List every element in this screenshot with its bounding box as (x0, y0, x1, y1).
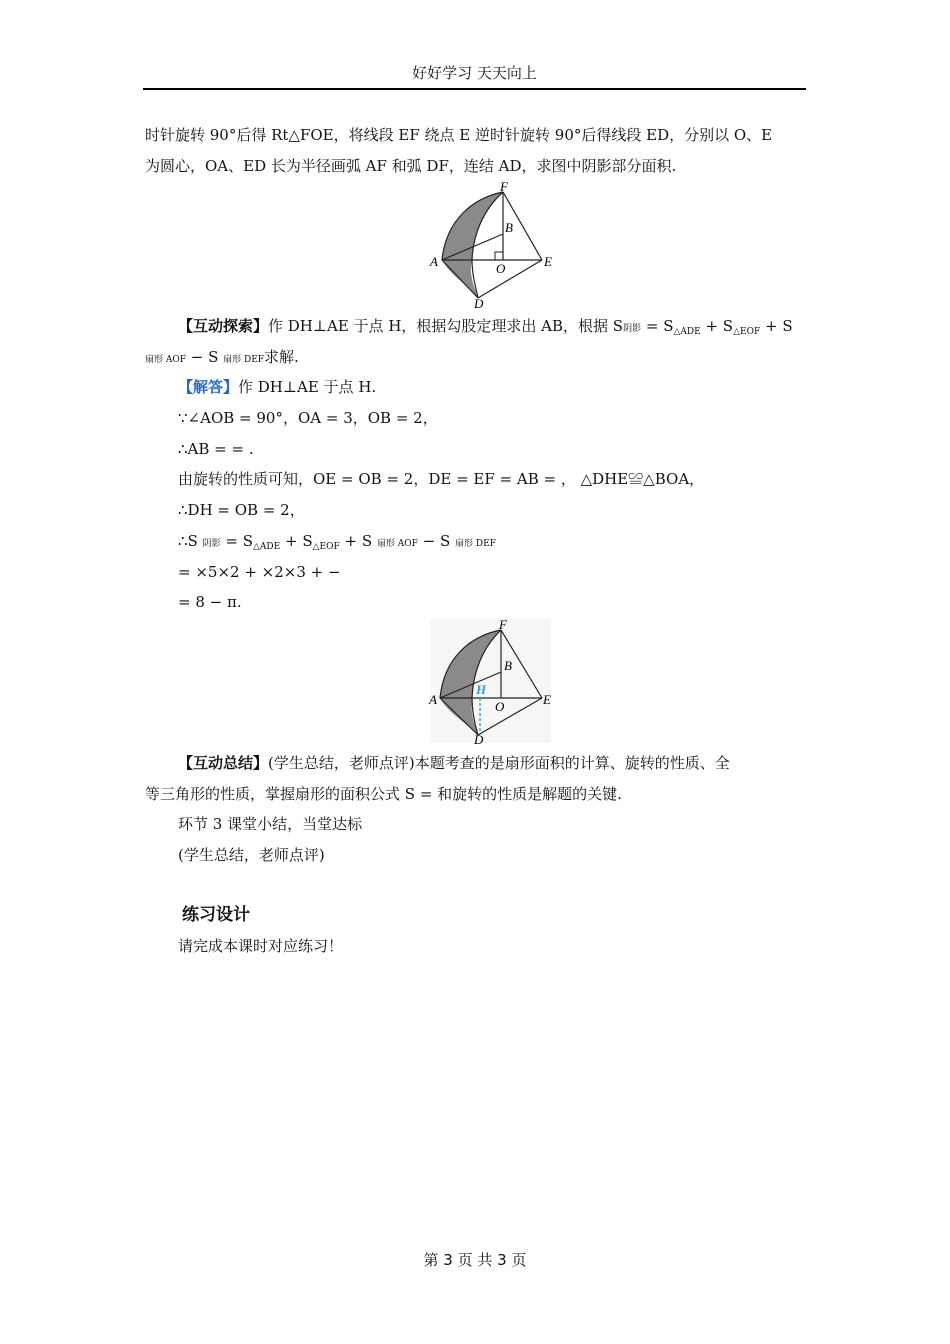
intro-line-2: 为圆心，OA、ED 长为半径画弧 AF 和弧 DF，连结 AD，求图中阴影部分面积. (145, 157, 677, 175)
explore-line-1 (178, 316, 807, 339)
s5-sub-1: 阴影 (202, 539, 221, 549)
s5-c: + S (280, 532, 313, 550)
label-a-2: A (429, 692, 437, 707)
label-b-2: B (504, 658, 512, 673)
summary-text-1: (学生总结，老师点评)本题考查的是扇形面积的计算、旋转的性质、全 (268, 754, 730, 772)
label-o: O (496, 261, 506, 276)
solution-line-6: = ×5×2 + ×2×3 + − (178, 563, 341, 581)
s5-d: + S (339, 532, 377, 550)
summary-line-2: 等三角形的性质，掌握扇形的面积公式 S = 和旋转的性质是解题的关键. (145, 785, 622, 803)
page-footer: 第 3 页 共 3 页 (423, 1251, 527, 1269)
solution-line-5 (178, 531, 807, 554)
explore-line-2 (145, 347, 807, 370)
solution-line-2: ∴AB = = . (178, 440, 254, 458)
explore-end: 求解. (264, 348, 299, 366)
explore-minus: − S (185, 348, 224, 366)
explore-sub-def: 扇形 DEF (223, 355, 265, 365)
page-header: 好好学习 天天向上 (412, 64, 537, 82)
right-angle-mark (495, 252, 503, 260)
geometry-figure-2 (428, 616, 554, 746)
solution-text-0: 作 DH⊥AE 于点 H. (238, 378, 377, 396)
section3-note: (学生总结，老师点评) (178, 846, 325, 864)
explore-sub-1: 阴影 (623, 324, 642, 334)
header-rule (143, 88, 806, 90)
explore-sub-aof: 扇形 AOF (145, 355, 186, 365)
label-b: B (505, 220, 513, 235)
explore-plus-2: + S (760, 317, 793, 335)
segment-de (478, 260, 542, 298)
label-d-2: D (474, 732, 484, 746)
practice-title-text: 练习设计 (182, 905, 250, 925)
s5-sub-3: △EOF (312, 542, 340, 552)
s5-sub-4: 扇形 AOF (376, 539, 418, 549)
practice-title (182, 905, 844, 925)
summary-tag: 【互动总结】 (178, 754, 269, 772)
practice-text: 请完成本课时对应练习！ (178, 937, 344, 955)
s5-a: ∴S (178, 532, 203, 550)
summary-line-1 (178, 753, 807, 773)
label-o-2: O (495, 699, 505, 714)
explore-eq-1: = S (641, 317, 674, 335)
explore-sub-2: △ADE (673, 327, 701, 337)
solution-line-1: ∵∠AOB = 90°，OA = 3，OB = 2， (178, 409, 438, 427)
shaded-region (442, 192, 503, 298)
label-a: A (430, 254, 438, 269)
solution-line-0 (178, 377, 807, 397)
explore-text: 作 DH⊥AE 于点 H，根据勾股定理求出 AB，根据 S (268, 317, 624, 335)
s5-sub-2: △ADE (253, 542, 281, 552)
solution-line-3: 由旋转的性质可知，OE = OB = 2，DE = EF = AB = ， △DHE≌△BOA， (178, 470, 705, 488)
explore-plus-1: + S (700, 317, 734, 335)
geometry-figure-1 (428, 180, 558, 310)
solution-line-7: = 8 − π. (178, 593, 242, 611)
solution-tag: 【解答】 (178, 378, 239, 396)
label-e-2: E (543, 692, 551, 707)
solution-line-4: ∴DH = OB = 2， (178, 501, 305, 519)
s5-b: = S (220, 532, 253, 550)
s5-e: − S (417, 532, 456, 550)
label-f: F (500, 180, 508, 194)
s5-sub-5: 扇形 DEF (455, 539, 496, 549)
label-f-2: F (499, 617, 507, 632)
label-d: D (474, 296, 484, 310)
label-e: E (544, 254, 552, 269)
explore-tag: 【互动探索】 (178, 317, 269, 335)
label-h: H (476, 682, 487, 697)
explore-sub-3: △EOF (733, 327, 761, 337)
intro-line-1: 时针旋转 90°后得 Rt△FOE，将线段 EF 绕点 E 逆时针旋转 90°后得线段 ED，分别以 O、E (145, 126, 773, 144)
section3-title: 环节 3 课堂小结，当堂达标 (178, 815, 363, 833)
